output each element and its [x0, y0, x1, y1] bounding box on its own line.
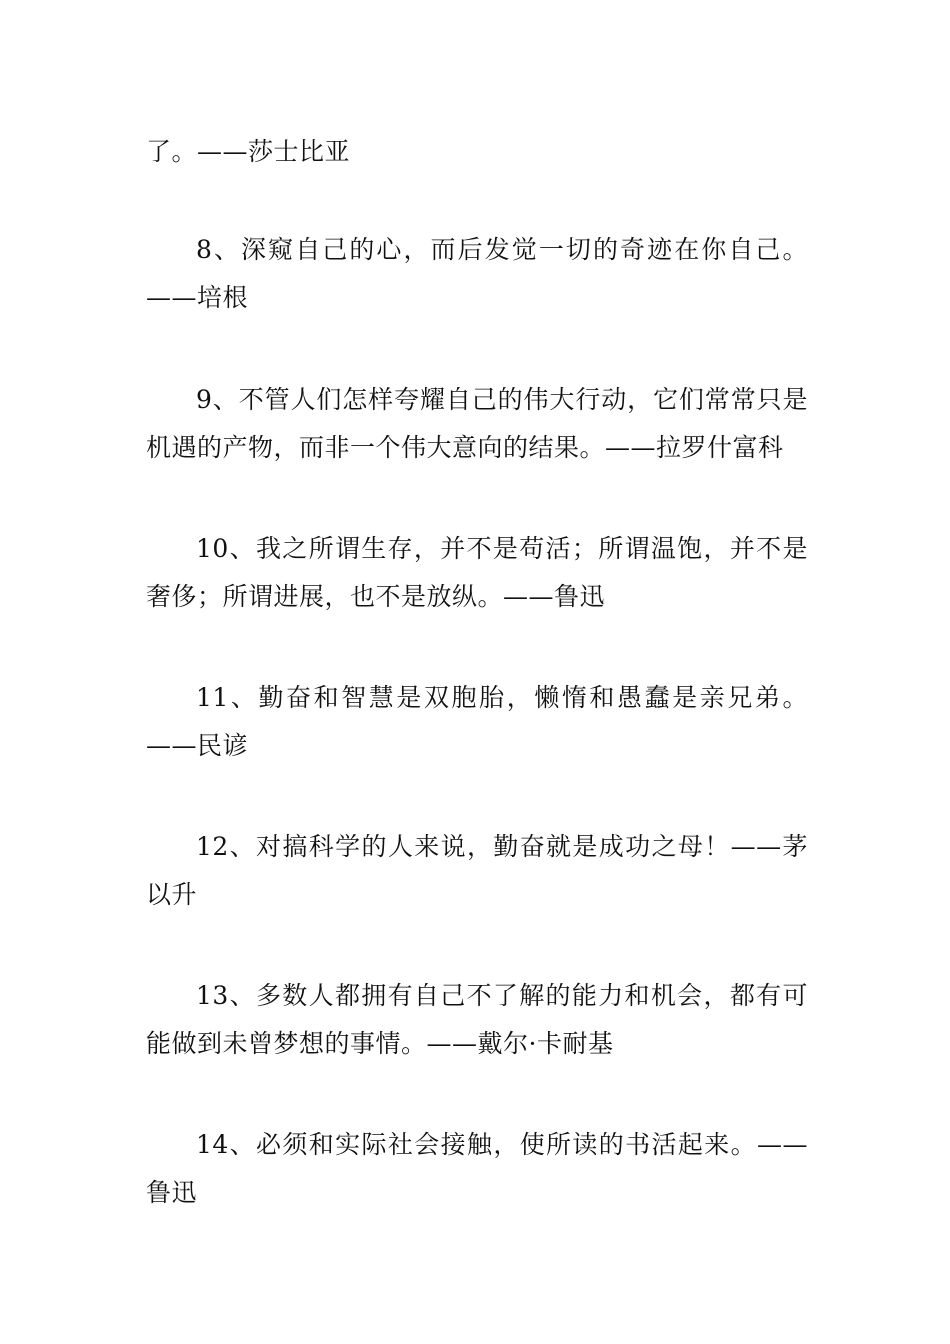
quote-paragraph-8: 8、深窥自己的心，而后发觉一切的奇迹在你自己。——培根 [146, 235, 808, 312]
quote-paragraph-9: 9、不管人们怎样夸耀自己的伟大行动，它们常常只是机遇的产物，而非一个伟大意向的结果。——拉罗什富科 [146, 385, 808, 462]
quote-paragraph-11: 11、勤奋和智慧是双胞胎，懒惰和愚蠢是亲兄弟。——民谚 [146, 683, 808, 760]
quote-paragraph-14: 14、必须和实际社会接触，使所读的书活起来。——鲁迅 [146, 1130, 808, 1207]
quote-paragraph-13: 13、多数人都拥有自己不了解的能力和机会，都有可能做到未曾梦想的事情。——戴尔·卡耐基 [146, 981, 808, 1058]
quote-paragraph-continuation: 了。——莎士比亚 [146, 137, 351, 166]
quote-paragraph-12: 12、对搞科学的人来说，勤奋就是成功之母！——茅以升 [146, 832, 808, 909]
quote-paragraph-10: 10、我之所谓生存，并不是苟活；所谓温饱，并不是奢侈；所谓进展，也不是放纵。——鲁迅 [146, 534, 808, 611]
